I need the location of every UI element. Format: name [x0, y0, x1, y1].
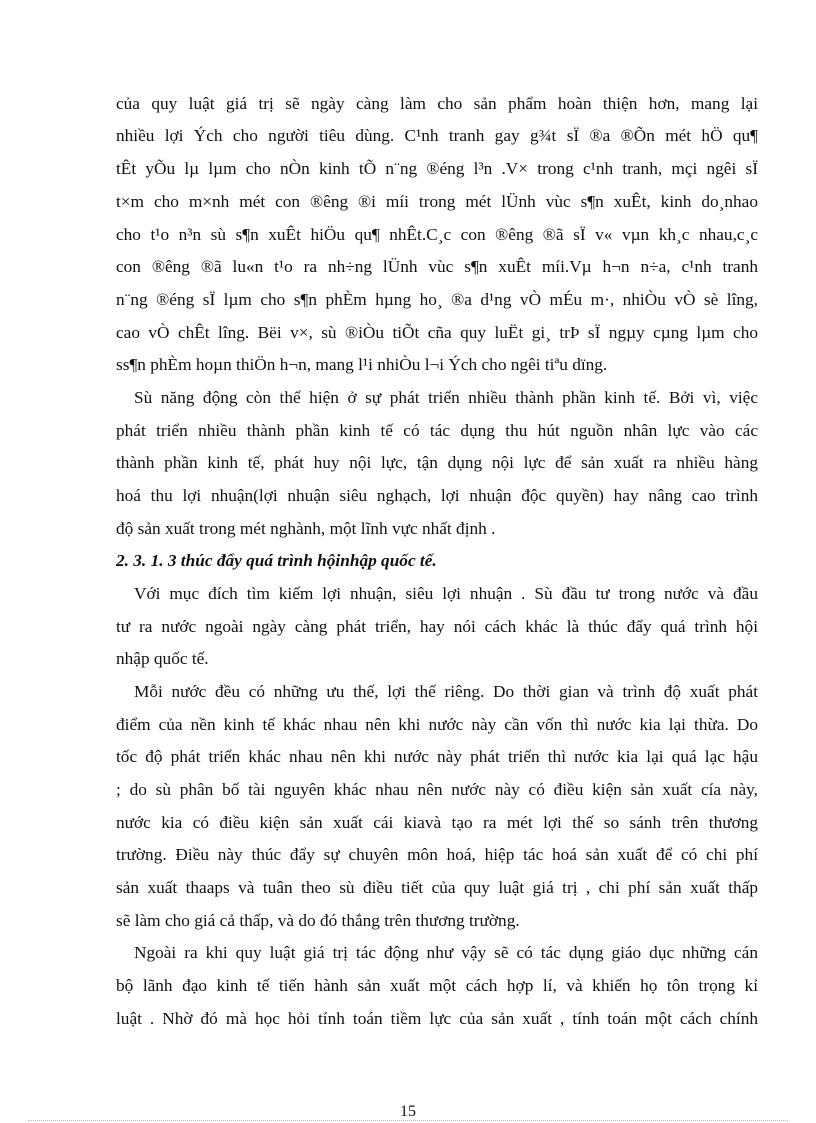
paragraph-line: cao vÒ chÊt lîng. Bëi v×, sù ®iÒu tiÕt cña quy luËt gi¸ trÞ sÏ ngµy cµng lµm cho — [116, 323, 758, 342]
paragraph-first-line: Mỗi nước đều có những ưu thế, lợi thế riêng. Do thời gian và trình độ xuất phát — [134, 682, 758, 701]
paragraph-line: điểm của nền kinh tế khác nhau nên khi nước này cần vốn thì nước kia lại thừa. Do — [116, 715, 758, 734]
paragraph-line: sản xuất thaaps và tuân theo sù điều tiết của quy luật giá trị , chi phí sản xuất thấp — [116, 878, 758, 897]
section-heading: 2. 3. 1. 3 thúc đẩy quá trình hộinhập quốc tế. — [116, 551, 437, 570]
paragraph-line: bộ lãnh đạo kinh tế tiến hành sản xuất một cách hợp lí, và khiến họ tôn trọng kỉ — [116, 976, 758, 995]
paragraph-line: cho t¹o n³n sù s¶n xuÊt hiÖu qu¶ nhÊt.C¸c con ®êng ®ã sÏ v« vµn kh¸c nhau,c¸c — [116, 225, 758, 244]
paragraph-first-line: Với mục đích tìm kiếm lợi nhuận, siêu lợi nhuận . Sù đầu tư trong nước và đầu — [134, 584, 758, 603]
paragraph-line: nước kia có điều kiện sản xuất cái kiavà tạo ra mét lợi thế so sánh trên thương — [116, 813, 758, 832]
paragraph-line: nhập quốc tế. — [116, 649, 209, 668]
paragraph-line: tÊt yÕu lµ lµm cho nÒn kinh tÕ n¨ng ®éng l³n .V× trong c¹nh tranh, mçi ngêi sÏ — [116, 159, 758, 178]
paragraph-line: ss¶n phÈm hoµn thiÖn h¬n, mang l¹i nhiÒu l¬i Ých cho ngêi tiªu dïng. — [116, 355, 608, 374]
paragraph-line: hoá thu lợi nhuận(lợi nhuận siêu nghạch, lợi nhuận độc quyền) hay nâng cao trình — [116, 486, 758, 505]
paragraph-line: luật . Nhờ đó mà học hỏi tính toán tiềm lực của sản xuất , tính toán một cách chính — [116, 1009, 758, 1028]
paragraph-line: trường. Điều này thúc đẩy sự chuyên môn hoá, hiệp tác hoá sản xuất để có chi phí — [116, 845, 758, 864]
paragraph-first-line: Sù năng động còn thể hiện ở sự phát triển nhiều thành phần kinh tế. Bởi vì, việc — [134, 388, 758, 407]
paragraph-line: ; do sù phân bố tài nguyên khác nhau nên nước này có điều kiện sản xuất cía này, — [116, 780, 758, 799]
footer-divider — [28, 1120, 788, 1121]
page-number: 15 — [400, 1103, 416, 1120]
paragraph-line: tư ra nước ngoài ngày càng phát triển, hay nói cách khác là thúc đẩy quá trình hội — [116, 617, 758, 636]
paragraph-line: con ®êng ®ã lu«n t¹o ra nh÷ng lÜnh vùc s¶n xuÊt míi.Vµ h¬n n÷a, c¹nh tranh — [116, 257, 758, 276]
paragraph-line: nhiều lợi Ých cho người tiêu dùng. C¹nh tranh gay g¾t sÏ ®a ®Õn mét hÖ qu¶ — [116, 126, 758, 145]
paragraph-line: thành phần kinh tế, phát huy nội lực, tận dụng nội lực để sản xuất ra nhiều hàng — [116, 453, 758, 472]
paragraph-line: n¨ng ®éng sÏ lµm cho s¶n phÈm hµng ho¸ ®a d¹ng vÒ mÉu m·, nhiÒu vÒ sè lîng, — [116, 290, 758, 309]
paragraph-first-line: Ngoài ra khi quy luật giá trị tác động như vậy sẽ có tác dụng giáo dục những cán — [134, 943, 758, 962]
paragraph-line: t×m cho m×nh mét con ®êng ®i míi trong mét lÜnh vùc s¶n xuÊt, kinh do¸nhao — [116, 192, 758, 211]
paragraph-line: của quy luật giá trị sẽ ngày càng làm cho sản phẩm hoàn thiện hơn, mang lại — [116, 94, 758, 113]
paragraph-line: phát triển nhiều thành phần kinh tế có tác dụng thu hút nguồn nhân lực vào các — [116, 421, 758, 440]
paragraph-line: tốc độ phát triển khác nhau nên khi nước này phát triển thì nước kia lại quá lạc hậu — [116, 747, 758, 766]
paragraph-line: độ sản xuất trong mét nghành, một lĩnh vực nhất định . — [116, 519, 496, 538]
paragraph-line: sẽ làm cho giá cả thấp, và do đó thắng trên thương trường. — [116, 911, 520, 930]
